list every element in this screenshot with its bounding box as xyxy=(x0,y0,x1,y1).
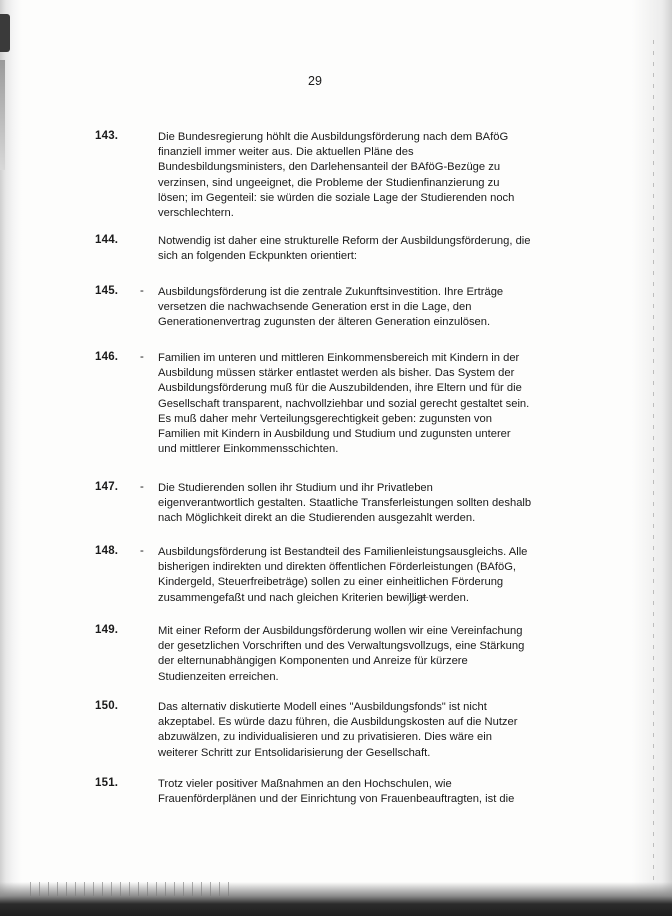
scan-shadow-right xyxy=(632,0,672,916)
paragraph-number: 143. xyxy=(95,130,119,142)
scan-artifact-streak xyxy=(0,60,5,170)
paragraph-text xyxy=(158,130,533,221)
paragraph-text xyxy=(158,285,533,331)
text-line: Ausbildung müssen stärker entlastet werden als bisher. Das System der xyxy=(158,367,515,380)
text-line: sich an folgenden Eckpunkten orientiert: xyxy=(158,250,358,263)
scan-artifact-mark xyxy=(0,14,10,52)
text-line: Das alternativ diskutierte Modell eines "Ausbildungsfonds" ist nicht xyxy=(158,701,487,713)
text-line: weiterer Schritt zur Entsolidarisierung der Gesellschaft. xyxy=(158,746,431,759)
text-line: Ausbildungsförderung muß für die Auszubildenden, ihre Eltern und für die xyxy=(158,382,522,395)
text-line: Bundesbildungsministers, den Darlehensanteil der BAföG-Bezüge zu xyxy=(158,161,501,174)
paragraph-number: 151. xyxy=(95,777,119,789)
bullet-dash: - xyxy=(140,481,144,493)
paragraph-number: 147. xyxy=(95,481,119,493)
paragraph-text xyxy=(158,700,533,761)
bullet-dash: - xyxy=(140,351,144,363)
paragraph-text xyxy=(158,777,533,807)
page-number: 29 xyxy=(308,74,322,88)
bullet-dash: - xyxy=(140,545,144,557)
text-line: finanziell immer weiter aus. Die aktuellen Pläne des xyxy=(158,146,414,159)
text-line: Generationenvertrag zugunsten der älteren Generation einzulösen. xyxy=(158,316,491,329)
paragraph-number: 145. xyxy=(95,285,119,297)
text-line: Studienzeiten erreichen. xyxy=(158,670,279,683)
text-line: bisherigen indirekten und direkten öffentlichen Förderleistungen (BAföG, xyxy=(158,561,517,574)
text-line: zusammengefaßt und nach gleichen Kriterien bewilligt werden. xyxy=(158,591,469,604)
paragraph-number: 144. xyxy=(95,234,119,246)
text-line: nach Möglichkeit direkt an die Studierenden ausgezahlt werden. xyxy=(158,512,476,525)
text-line: verzinsen, sind ungeeignet, die Probleme der Studienfinanzierung zu xyxy=(158,176,500,189)
paragraph-text xyxy=(158,624,533,685)
text-line: Familien mit Kindern in Ausbildung und Studium und zugunsten unterer xyxy=(158,428,511,441)
text-line: versetzen die nachwachsende Generation erst in die Lage, den xyxy=(158,301,472,314)
paragraph-number: 150. xyxy=(95,700,119,712)
text-line: Trotz vieler positiver Maßnahmen an den Hochschulen, wie xyxy=(158,778,452,790)
paragraph-text xyxy=(158,234,533,264)
text-line: Frauenförderplänen und der Einrichtung von Frauenbeauftragten, ist die xyxy=(158,793,515,806)
text-line: Kindergeld, Steuerfreibeträge) sollen zu einer einheitlichen Förderung xyxy=(158,576,504,589)
text-line: Notwendig ist daher eine strukturelle Reform der Ausbildungsförderung, die xyxy=(158,235,531,247)
text-line: lösen; im Gegenteil: sie würden die soziale Lage der Studierenden noch xyxy=(158,191,515,204)
text-line: Die Bundesregierung höhlt die Ausbildungsförderung nach dem BAföG xyxy=(158,131,509,143)
paragraph-text xyxy=(158,545,533,606)
text-line: der elternunabhängigen Komponenten und Anreize für kürzere xyxy=(158,655,468,668)
text-line: abzuwälzen, zu individualisieren und zu privatisieren. Dies wäre ein xyxy=(158,731,492,744)
text-line: und mittlerer Einkommensschichten. xyxy=(158,443,339,456)
scan-artifact-dots xyxy=(653,40,654,880)
text-line: eigenverantwortlich gestalten. Staatliche Transferleistungen sollten deshalb xyxy=(158,497,532,510)
scan-artifact-noise xyxy=(30,882,230,896)
text-line: Familien im unteren und mittleren Einkommensbereich mit Kindern in der xyxy=(158,352,520,364)
paragraph-number: 148. xyxy=(95,545,119,557)
paragraph-text xyxy=(158,351,533,457)
paragraph-number: 149. xyxy=(95,624,119,636)
text-line: Gesellschaft transparent, nachvollziehbar und sozial gerecht gestaltet sein. xyxy=(158,397,530,410)
paragraph-text xyxy=(158,481,533,527)
text-line: verschlechtern. xyxy=(158,207,234,220)
text-line: akzeptabel. Es würde dazu führen, die Ausbildungskosten auf die Nutzer xyxy=(158,716,518,729)
text-line: Es muß daher mehr Verteilungsgerechtigkeit geben: zugunsten von xyxy=(158,412,492,425)
text-line: Ausbildungsförderung ist Bestandteil des Familienleistungsausgleichs. Alle xyxy=(158,546,528,558)
text-line: der gesetzlichen Vorschriften und des Verwaltungsvollzugs, eine Stärkung xyxy=(158,640,525,653)
paragraph-number: 146. xyxy=(95,351,119,363)
bullet-dash: - xyxy=(140,285,144,297)
text-line: Die Studierenden sollen ihr Studium und ihr Privatleben xyxy=(158,482,433,494)
text-line: Mit einer Reform der Ausbildungsförderung wollen wir eine Vereinfachung xyxy=(158,625,523,637)
text-line: Ausbildungsförderung ist die zentrale Zukunftsinvestition. Ihre Erträge xyxy=(158,286,504,298)
